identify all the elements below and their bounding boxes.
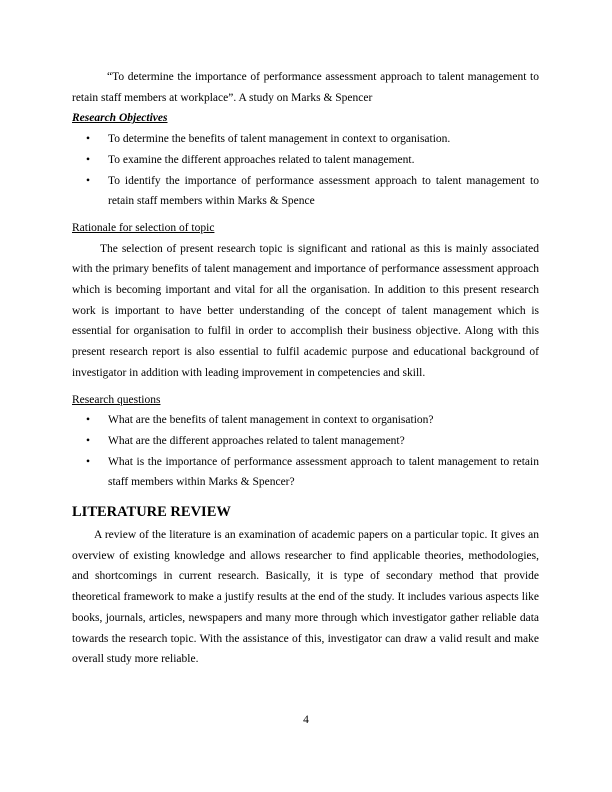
bullet-icon: •: [86, 455, 91, 468]
bullet-icon: •: [86, 174, 91, 187]
literature-review-paragraph: A review of the literature is an examination of academic papers on a particular topic. It gives an overview of existing knowledge and allows researcher to find applicable theories, methodologies, and shortcomings in current research. Basically, it is type of secondary method that provide theoretical framework to make a justify results at the end of the study. It includes various aspects like books, journals, articles, newspapers and many more through which investigator gather reliable data towards the research topic. With the assistance of this, investigator can draw a valid result and make overall study more reliable.: [72, 529, 539, 666]
research-questions-list: [72, 410, 539, 493]
research-objectives-heading: Research Objectives: [72, 112, 168, 125]
bullet-icon: •: [86, 414, 91, 427]
bullet-icon: •: [86, 133, 91, 146]
research-objectives-list: [72, 129, 539, 212]
study-title-paragraph: “To determine the importance of performance assessment approach to talent management to retain staff members at workplace”. A study on Marks & Spencer: [72, 71, 539, 104]
list-item: • To identify the importance of performance assessment approach to talent management to retain staff members within Marks & Spence: [72, 171, 539, 212]
list-item: • To determine the benefits of talent management in context to organisation.: [72, 129, 539, 150]
page-content: [72, 67, 539, 670]
list-item: • What are the benefits of talent management in context to organisation?: [72, 410, 539, 431]
page-number: 4: [303, 714, 309, 726]
literature-review-heading: LITERATURE REVIEW: [72, 504, 231, 521]
list-item: • What are the different approaches related to talent management?: [72, 431, 539, 452]
bullet-icon: •: [86, 153, 91, 166]
rationale-paragraph: The selection of present research topic is significant and rational as this is mainly associated with the primary benefits of talent management and importance of performance assessment approach which is becoming important and vital for all the organisation. In addition to this present research work is important to have better understanding of the concept of talent management which is essential for organisation to fulfil in order to accomplish their business objective. Along with this present research report is also essential to fulfil academic purpose and educational background of investigator in addition with leading improvement in competencies and skill.: [72, 242, 539, 379]
bullet-icon: •: [86, 434, 91, 447]
list-item: • To examine the different approaches related to talent management.: [72, 150, 539, 171]
rationale-heading: Rationale for selection of topic: [72, 221, 215, 234]
research-questions-heading: Research questions: [72, 393, 161, 406]
list-item: • What is the importance of performance assessment approach to talent management to retain staff members within Marks & Spencer?: [72, 452, 539, 493]
